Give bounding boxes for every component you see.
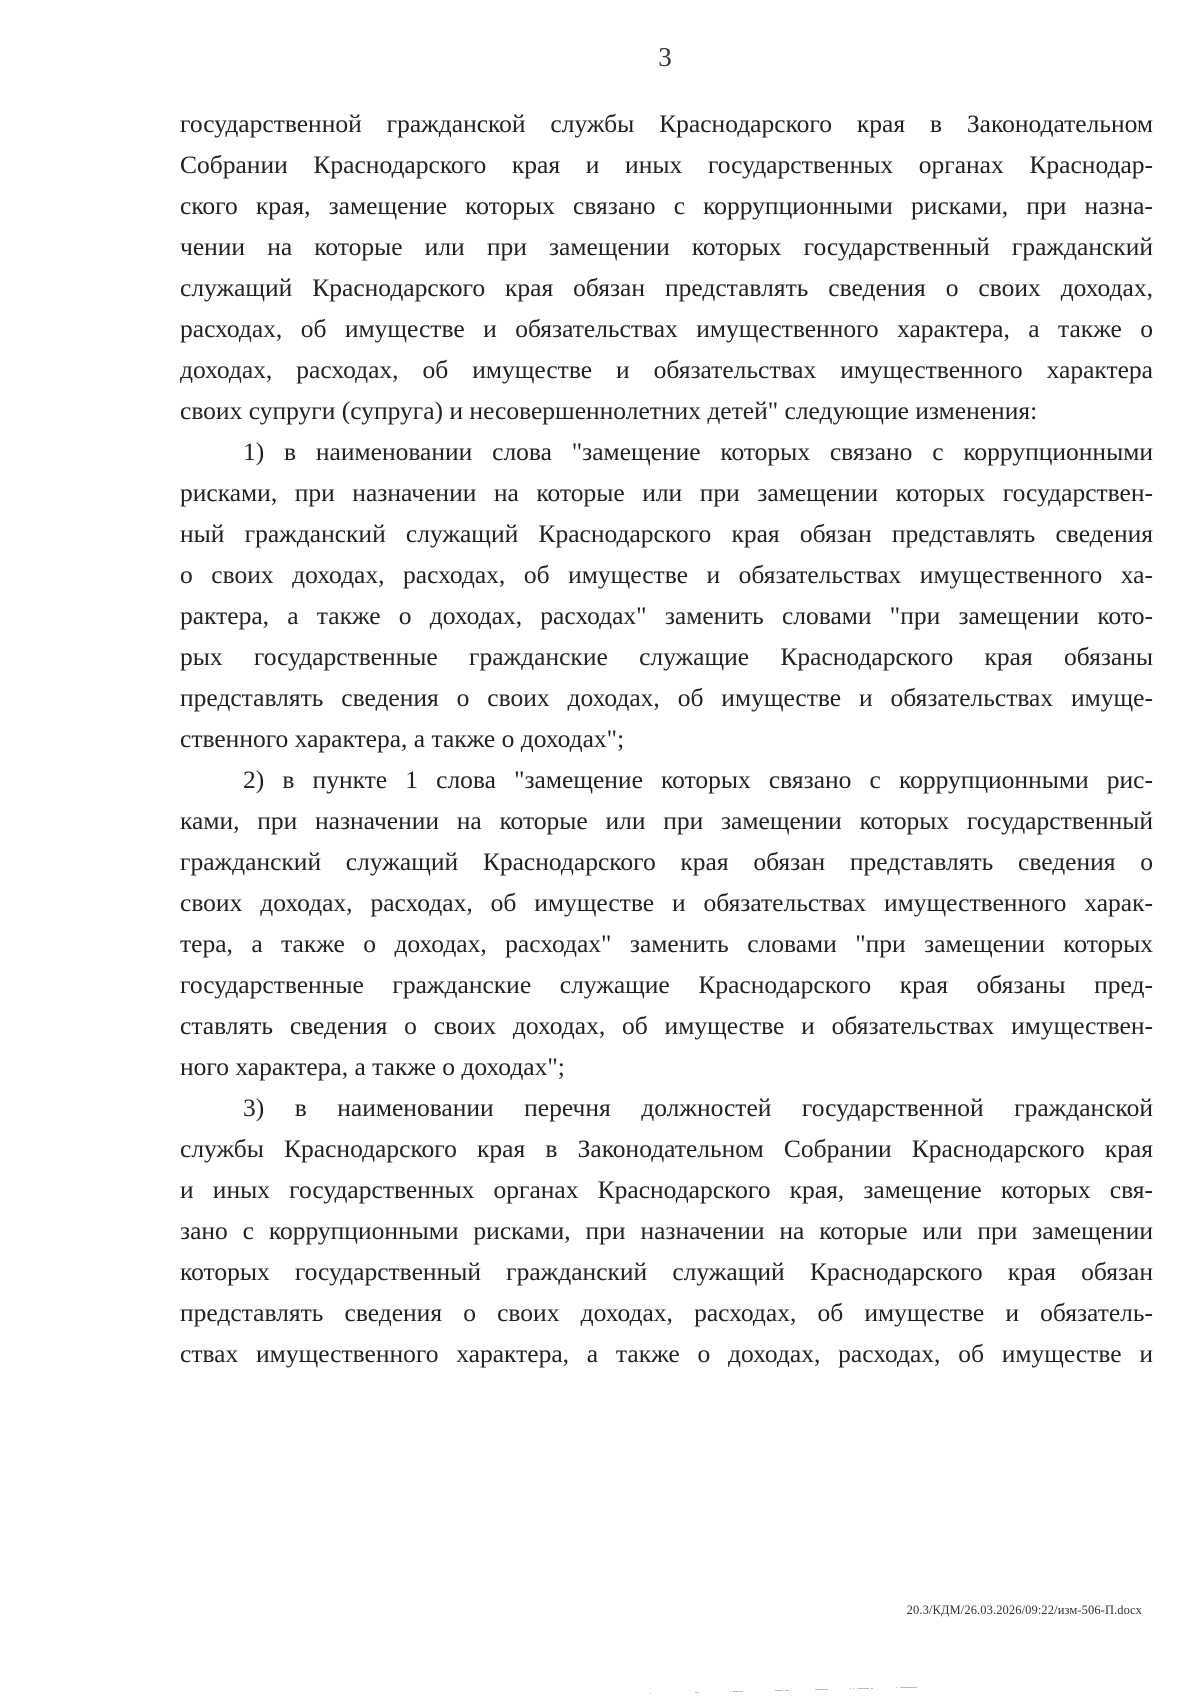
text-line: 1) в наименовании слова "замещение которых связано с коррупционными: [243, 437, 1153, 466]
text-line: ками, при назначении на которые или при замещении которых государственный: [180, 806, 1153, 835]
text-line: 2) в пункте 1 слова "замещение которых связано с коррупционными рис-: [243, 765, 1153, 794]
text-line: гражданский служащий Краснодарского края обязан представлять сведения о: [180, 847, 1153, 876]
text-line: и иных государственных органах Краснодарского края, замещение которых свя-: [180, 1175, 1153, 1204]
text-line: ствах имущественного характера, а также о доходах, расходах, об имуществе и: [180, 1339, 1153, 1368]
text-line: рых государственные гражданские служащие Краснодарского края обязаны: [180, 642, 1153, 671]
page-number: 3: [658, 42, 672, 72]
text-line: расходах, об имуществе и обязательствах имущественного характера, а также о: [180, 314, 1153, 343]
text-line: 3) в наименовании перечня должностей государственной гражданской: [243, 1093, 1153, 1122]
text-line: своих супруги (супруга) и несовершеннолетних детей" следующие изменения:: [180, 396, 1038, 425]
text-line: ственного характера, а также о доходах";: [180, 724, 625, 753]
text-line: рактера, а также о доходах, расходах" заменить словами "при замещении кото-: [180, 601, 1153, 630]
text-line: ставлять сведения о своих доходах, об имуществе и обязательствах имуществен-: [180, 1011, 1153, 1040]
text-line: чении на которые или при замещении которых государственный гражданский: [180, 232, 1153, 261]
text-line: Собрании Краснодарского края и иных государственных органах Краснодар-: [180, 150, 1153, 179]
document-body: [180, 103, 1153, 1374]
text-line: ского края, замещение которых связано с коррупционными рисками, при назна-: [180, 191, 1153, 220]
paragraph-item-2: [180, 759, 1153, 1087]
text-line: тера, а также о доходах, расходах" заменить словами "при замещении которых: [180, 929, 1153, 958]
paragraph-item-3: [180, 1087, 1153, 1374]
document-footer-code: 20.3/КДМ/26.03.2026/09:22/изм-506-П.docx: [906, 1603, 1142, 1617]
text-line: государственные гражданские служащие Краснодарского края обязаны пред-: [180, 970, 1153, 999]
text-line: о своих доходах, расходах, об имуществе и обязательствах имущественного ха-: [180, 560, 1153, 589]
paragraph-item-1: [180, 431, 1153, 759]
text-line: служащий Краснодарского края обязан представлять сведения о своих доходах,: [180, 273, 1153, 302]
scan-artifact-marks: [650, 1686, 1170, 1694]
text-line: доходах, расходах, об имуществе и обязательствах имущественного характера: [180, 355, 1153, 384]
text-line: рисками, при назначении на которые или при замещении которых государствен-: [180, 478, 1153, 507]
text-line: службы Краснодарского края в Законодательном Собрании Краснодарского края: [180, 1134, 1153, 1163]
paragraph-intro-continuation: [180, 103, 1153, 431]
text-line: своих доходах, расходах, об имуществе и обязательствах имущественного харак-: [180, 888, 1153, 917]
text-line: ного характера, а также о доходах";: [180, 1052, 565, 1081]
text-line: которых государственный гражданский служащий Краснодарского края обязан: [180, 1257, 1153, 1286]
text-line: государственной гражданской службы Краснодарского края в Законодательном: [180, 109, 1153, 138]
text-line: представлять сведения о своих доходах, об имуществе и обязательствах имуще-: [180, 683, 1153, 712]
text-line: представлять сведения о своих доходах, расходах, об имуществе и обязатель-: [180, 1298, 1153, 1327]
text-line: ный гражданский служащий Краснодарского края обязан представлять сведения: [180, 519, 1153, 548]
text-line: зано с коррупционными рисками, при назначении на которые или при замещении: [180, 1216, 1153, 1245]
